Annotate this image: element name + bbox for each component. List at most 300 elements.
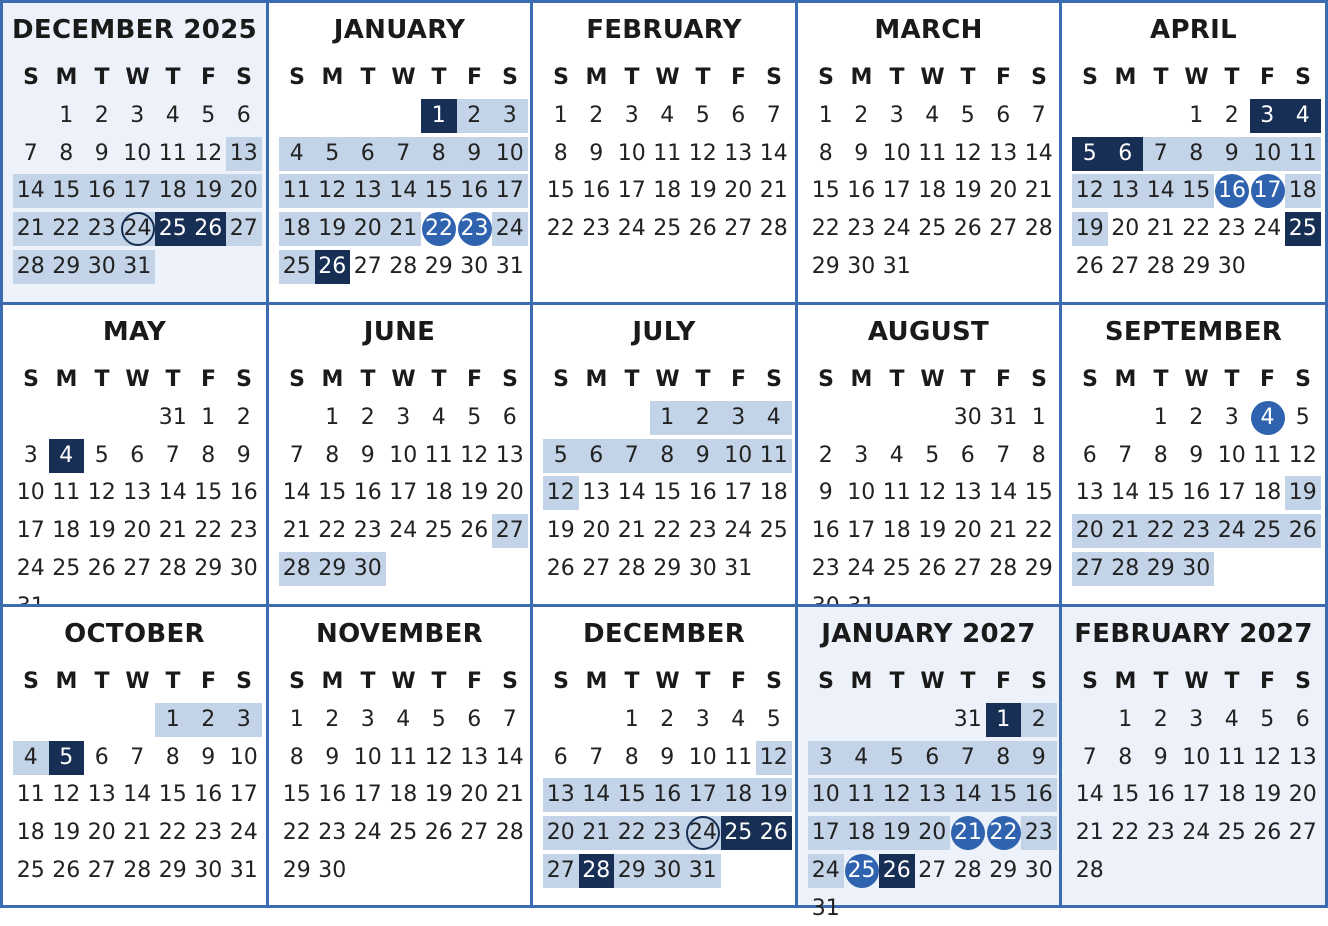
weekday-label: T — [1153, 669, 1169, 694]
day-cell: 17 — [1182, 782, 1211, 807]
weekday-label: T — [889, 367, 905, 392]
day-cell: 22 — [1143, 514, 1179, 548]
day-cell: 21 — [386, 212, 422, 246]
day-cell: 1 — [201, 405, 216, 430]
day-cell: 20 — [87, 820, 116, 845]
weekday-label: W — [391, 65, 416, 90]
weekday-label: S — [553, 65, 569, 90]
weekday-label: S — [1082, 367, 1098, 392]
day-cell: 27 — [492, 514, 528, 548]
day-cell: 14 — [1024, 141, 1053, 166]
day-cell: 2 — [1224, 103, 1239, 128]
day-cell: 4 — [279, 137, 315, 171]
weekday-label: T — [94, 367, 110, 392]
holiday-circle: 4 — [1251, 401, 1285, 435]
weekday-label: F — [730, 65, 747, 90]
day-cell: 14 — [386, 174, 422, 208]
day-cell: 15 — [421, 174, 457, 208]
today-circle: 24 — [121, 212, 155, 246]
day-cell: 21 — [13, 212, 49, 246]
day-cell: 3 — [226, 703, 262, 737]
day-cell: 1 — [1118, 707, 1133, 732]
day-cell: 28 — [1108, 552, 1144, 586]
day-cell: 21 — [617, 518, 646, 543]
day-cell: 16 — [84, 174, 120, 208]
weekday-label: W — [391, 669, 416, 694]
weekday-label: W — [920, 367, 945, 392]
day-cell: 16 — [1146, 782, 1175, 807]
day-cell: 13 — [123, 480, 152, 505]
month-title: JANUARY — [333, 15, 466, 45]
weekday-label: S — [236, 367, 252, 392]
day-cell — [421, 212, 457, 246]
day-cell: 3 — [854, 443, 869, 468]
day-cell: 7 — [614, 439, 650, 473]
day-cell: 20 — [350, 212, 386, 246]
weekday-label: F — [995, 65, 1012, 90]
day-cell: 2 — [1153, 707, 1168, 732]
month-title: MARCH — [874, 15, 983, 45]
day-cell: 25 — [52, 556, 81, 581]
weekday-label: M — [585, 65, 608, 90]
day-cell: 28 — [989, 556, 1018, 581]
day-cell: 18 — [16, 820, 45, 845]
day-cell: 9 — [94, 141, 109, 166]
day-cell: 5 — [543, 439, 579, 473]
day-cell: 21 — [1024, 178, 1053, 203]
day-cell: 8 — [201, 443, 216, 468]
day-cell: 20 — [582, 518, 611, 543]
day-cell: 29 — [614, 854, 650, 888]
day-cell: 6 — [467, 707, 482, 732]
day-cell: 22 — [1111, 820, 1140, 845]
day-cell: 4 — [889, 443, 904, 468]
day-cell: 28 — [953, 858, 982, 883]
day-cell: 20 — [1072, 514, 1108, 548]
day-cell: 25 — [389, 820, 418, 845]
day-cell: 1 — [325, 405, 340, 430]
month-panel — [795, 0, 1062, 305]
day-cell — [685, 816, 721, 850]
weekday-label: M — [1114, 669, 1137, 694]
weekday-label: T — [94, 669, 110, 694]
day-cell: 17 — [685, 778, 721, 812]
day-cell: 28 — [13, 250, 49, 284]
day-cell: 20 — [953, 518, 982, 543]
day-cell: 21 — [123, 820, 152, 845]
day-cell: 27 — [460, 820, 489, 845]
day-cell: 2 — [1021, 703, 1057, 737]
day-cell: 29 — [158, 858, 187, 883]
day-cell: 22 — [194, 518, 223, 543]
day-cell: 8 — [421, 137, 457, 171]
weekday-label: F — [466, 65, 483, 90]
day-cell: 10 — [847, 480, 876, 505]
day-cell: 12 — [953, 141, 982, 166]
weekday-label: S — [1031, 669, 1047, 694]
day-cell: 12 — [879, 778, 915, 812]
day-cell: 2 — [854, 103, 869, 128]
day-cell: 26 — [191, 212, 227, 246]
day-cell: 4 — [165, 103, 180, 128]
month-panel — [0, 604, 269, 908]
day-cell: 3 — [1224, 405, 1239, 430]
day-cell: 1 — [986, 703, 1022, 737]
day-cell: 16 — [194, 782, 223, 807]
day-cell: 31 — [229, 858, 258, 883]
day-cell: 5 — [315, 137, 351, 171]
day-cell: 26 — [424, 820, 453, 845]
day-cell: 14 — [989, 480, 1018, 505]
day-cell: 18 — [653, 178, 682, 203]
day-cell: 12 — [756, 741, 792, 775]
day-cell: 26 — [1075, 254, 1104, 279]
day-cell: 16 — [811, 518, 840, 543]
day-cell: 9 — [360, 443, 375, 468]
day-cell: 20 — [543, 816, 579, 850]
weekday-label: T — [165, 367, 181, 392]
day-cell: 15 — [614, 778, 650, 812]
day-cell: 12 — [1072, 174, 1108, 208]
day-cell: 1 — [553, 103, 568, 128]
weekday-label: F — [200, 65, 217, 90]
day-cell: 21 — [759, 178, 788, 203]
day-cell: 18 — [882, 518, 911, 543]
day-cell: 16 — [353, 480, 382, 505]
day-cell: 7 — [289, 443, 304, 468]
day-cell: 13 — [495, 443, 524, 468]
day-cell: 4 — [13, 741, 49, 775]
day-cell: 11 — [1253, 443, 1282, 468]
month-panel — [266, 604, 533, 908]
day-cell: 18 — [1285, 174, 1321, 208]
day-cell: 16 — [229, 480, 258, 505]
holiday-circle: 22 — [987, 816, 1021, 850]
day-cell: 25 — [721, 816, 757, 850]
day-cell: 9 — [685, 439, 721, 473]
day-cell: 7 — [1118, 443, 1133, 468]
day-cell: 21 — [282, 518, 311, 543]
month-panel — [530, 302, 798, 607]
weekday-label: F — [730, 669, 747, 694]
day-cell: 11 — [16, 782, 45, 807]
weekday-label: T — [360, 65, 376, 90]
day-cell: 6 — [94, 745, 109, 770]
weekday-label: T — [1224, 65, 1240, 90]
day-cell: 4 — [660, 103, 675, 128]
day-cell: 22 — [1024, 518, 1053, 543]
day-cell: 4 — [396, 707, 411, 732]
day-cell: 19 — [315, 212, 351, 246]
holiday-circle: 21 — [951, 816, 985, 850]
day-cell: 5 — [695, 103, 710, 128]
day-cell: 4 — [49, 439, 85, 473]
day-cell: 26 — [1285, 514, 1321, 548]
day-cell: 16 — [1182, 480, 1211, 505]
weekday-label: W — [920, 669, 945, 694]
day-cell: 5 — [201, 103, 216, 128]
day-cell: 3 — [1189, 707, 1204, 732]
weekday-label: S — [1082, 669, 1098, 694]
day-cell: 14 — [1111, 480, 1140, 505]
day-cell: 24 — [847, 556, 876, 581]
day-cell: 15 — [546, 178, 575, 203]
day-cell: 4 — [925, 103, 940, 128]
day-cell: 28 — [579, 854, 615, 888]
day-cell: 5 — [467, 405, 482, 430]
day-cell: 24 — [617, 216, 646, 241]
day-cell: 10 — [229, 745, 258, 770]
day-cell: 11 — [424, 443, 453, 468]
day-cell: 31 — [953, 707, 982, 732]
day-cell: 13 — [953, 480, 982, 505]
month-panel — [0, 302, 269, 607]
day-cell: 18 — [1253, 480, 1282, 505]
day-cell: 1 — [155, 703, 191, 737]
month-panel — [530, 604, 798, 908]
day-cell: 24 — [1182, 820, 1211, 845]
day-cell: 31 — [989, 405, 1018, 430]
day-cell: 14 — [13, 174, 49, 208]
day-cell: 19 — [1253, 782, 1282, 807]
day-cell: 15 — [1146, 480, 1175, 505]
day-cell: 29 — [49, 250, 85, 284]
day-cell: 26 — [756, 816, 792, 850]
month-title: DECEMBER — [582, 619, 746, 649]
day-cell: 30 — [194, 858, 223, 883]
weekday-label: S — [1031, 367, 1047, 392]
day-cell: 26 — [879, 854, 915, 888]
day-cell: 9 — [236, 443, 251, 468]
month-title: SEPTEMBER — [1104, 317, 1283, 347]
month-panel — [1059, 604, 1328, 908]
day-cell — [457, 212, 493, 246]
day-cell: 27 — [582, 556, 611, 581]
day-cell: 17 — [120, 174, 156, 208]
day-cell: 25 — [759, 518, 788, 543]
weekday-label: S — [23, 367, 39, 392]
day-cell: 9 — [1214, 137, 1250, 171]
day-cell: 22 — [1182, 216, 1211, 241]
weekday-label: T — [165, 669, 181, 694]
day-cell: 23 — [229, 518, 258, 543]
day-cell: 7 — [766, 103, 781, 128]
day-cell: 10 — [353, 745, 382, 770]
day-cell: 14 — [123, 782, 152, 807]
day-cell: 9 — [854, 141, 869, 166]
day-cell: 21 — [1108, 514, 1144, 548]
weekday-label: M — [321, 65, 344, 90]
day-cell: 12 — [460, 443, 489, 468]
day-cell: 3 — [721, 401, 757, 435]
day-cell: 12 — [87, 480, 116, 505]
day-cell: 14 — [158, 480, 187, 505]
day-cell: 19 — [52, 820, 81, 845]
day-cell: 15 — [1111, 782, 1140, 807]
day-cell: 20 — [123, 518, 152, 543]
weekday-label: S — [236, 65, 252, 90]
weekday-label: S — [502, 65, 518, 90]
day-cell: 16 — [847, 178, 876, 203]
weekday-label: W — [920, 65, 945, 90]
month-title: OCTOBER — [64, 619, 205, 649]
day-cell: 29 — [1024, 556, 1053, 581]
day-cell: 22 — [282, 820, 311, 845]
day-cell: 15 — [1024, 480, 1053, 505]
day-cell: 8 — [818, 141, 833, 166]
day-cell: 27 — [724, 216, 753, 241]
day-cell: 12 — [688, 141, 717, 166]
weekday-label: T — [431, 669, 447, 694]
month-panel — [1059, 0, 1328, 305]
day-cell: 24 — [389, 518, 418, 543]
day-cell: 24 — [16, 556, 45, 581]
day-cell: 1 — [421, 99, 457, 133]
day-cell: 23 — [353, 518, 382, 543]
day-cell: 1 — [650, 401, 686, 435]
weekday-label: M — [585, 669, 608, 694]
weekday-label: W — [655, 669, 680, 694]
day-cell: 12 — [918, 480, 947, 505]
day-cell: 15 — [986, 778, 1022, 812]
day-cell: 26 — [52, 858, 81, 883]
weekday-label: T — [360, 367, 376, 392]
weekday-label: S — [818, 669, 834, 694]
day-cell: 1 — [59, 103, 74, 128]
day-cell: 26 — [1253, 820, 1282, 845]
weekday-label: T — [94, 65, 110, 90]
day-cell: 8 — [1153, 443, 1168, 468]
day-cell: 11 — [756, 439, 792, 473]
day-cell: 10 — [688, 745, 717, 770]
day-cell: 13 — [226, 137, 262, 171]
day-cell: 8 — [1179, 137, 1215, 171]
weekday-label: F — [466, 367, 483, 392]
day-cell — [1250, 401, 1286, 435]
day-cell: 18 — [844, 816, 880, 850]
month-panel — [1059, 302, 1328, 607]
weekday-label: W — [655, 65, 680, 90]
day-cell: 2 — [589, 103, 604, 128]
day-cell: 8 — [650, 439, 686, 473]
day-cell: 8 — [59, 141, 74, 166]
weekday-label: T — [1224, 367, 1240, 392]
day-cell: 25 — [882, 556, 911, 581]
day-cell: 29 — [1143, 552, 1179, 586]
day-cell: 23 — [582, 216, 611, 241]
day-cell: 15 — [1179, 174, 1215, 208]
weekday-label: S — [1295, 669, 1311, 694]
day-cell: 29 — [194, 556, 223, 581]
weekday-label: T — [960, 367, 976, 392]
day-cell: 10 — [1250, 137, 1286, 171]
day-cell: 6 — [731, 103, 746, 128]
day-cell: 29 — [811, 254, 840, 279]
day-cell: 8 — [624, 745, 639, 770]
weekday-label: S — [553, 669, 569, 694]
day-cell: 4 — [756, 401, 792, 435]
month-panel — [530, 0, 798, 305]
weekday-label: W — [1184, 669, 1209, 694]
weekday-label: M — [585, 367, 608, 392]
day-cell: 17 — [617, 178, 646, 203]
weekday-label: S — [766, 669, 782, 694]
day-cell: 20 — [989, 178, 1018, 203]
weekday-label: S — [818, 367, 834, 392]
day-cell — [120, 212, 156, 246]
day-cell: 16 — [1021, 778, 1057, 812]
weekday-label: F — [200, 367, 217, 392]
day-cell: 30 — [1024, 858, 1053, 883]
month-title: APRIL — [1150, 15, 1237, 45]
day-cell: 22 — [811, 216, 840, 241]
day-cell: 8 — [553, 141, 568, 166]
weekday-label: T — [1153, 367, 1169, 392]
day-cell: 25 — [279, 250, 315, 284]
day-cell: 11 — [882, 480, 911, 505]
day-cell: 15 — [158, 782, 187, 807]
day-cell: 10 — [16, 480, 45, 505]
day-cell: 12 — [1288, 443, 1317, 468]
day-cell: 30 — [350, 552, 386, 586]
day-cell: 26 — [688, 216, 717, 241]
day-cell: 1 — [624, 707, 639, 732]
day-cell: 5 — [1295, 405, 1310, 430]
day-cell: 6 — [1295, 707, 1310, 732]
day-cell: 20 — [915, 816, 951, 850]
day-cell: 6 — [915, 741, 951, 775]
day-cell: 13 — [989, 141, 1018, 166]
day-cell: 18 — [155, 174, 191, 208]
day-cell: 12 — [194, 141, 223, 166]
day-cell: 19 — [460, 480, 489, 505]
day-cell: 14 — [950, 778, 986, 812]
day-cell: 11 — [1217, 745, 1246, 770]
day-cell: 8 — [165, 745, 180, 770]
weekday-label: S — [236, 669, 252, 694]
day-cell: 2 — [1189, 405, 1204, 430]
day-cell: 24 — [724, 518, 753, 543]
day-cell: 28 — [617, 556, 646, 581]
weekday-label: S — [289, 669, 305, 694]
holiday-circle: 25 — [845, 854, 879, 888]
day-cell: 27 — [989, 216, 1018, 241]
day-cell: 23 — [1021, 816, 1057, 850]
day-cell — [1250, 174, 1286, 208]
weekday-label: M — [1114, 65, 1137, 90]
day-cell: 27 — [87, 858, 116, 883]
weekday-label: S — [1031, 65, 1047, 90]
day-cell: 4 — [1285, 99, 1321, 133]
day-cell: 17 — [847, 518, 876, 543]
day-cell: 17 — [229, 782, 258, 807]
day-cell: 15 — [282, 782, 311, 807]
day-cell: 8 — [289, 745, 304, 770]
weekday-label: F — [995, 367, 1012, 392]
day-cell: 3 — [130, 103, 145, 128]
weekday-label: F — [466, 669, 483, 694]
day-cell: 19 — [424, 782, 453, 807]
day-cell: 9 — [201, 745, 216, 770]
day-cell: 25 — [1250, 514, 1286, 548]
day-cell: 9 — [457, 137, 493, 171]
day-cell: 17 — [389, 480, 418, 505]
day-cell: 14 — [759, 141, 788, 166]
weekday-label: T — [889, 65, 905, 90]
weekday-label: T — [960, 65, 976, 90]
weekday-label: T — [624, 669, 640, 694]
weekday-label: W — [125, 669, 150, 694]
